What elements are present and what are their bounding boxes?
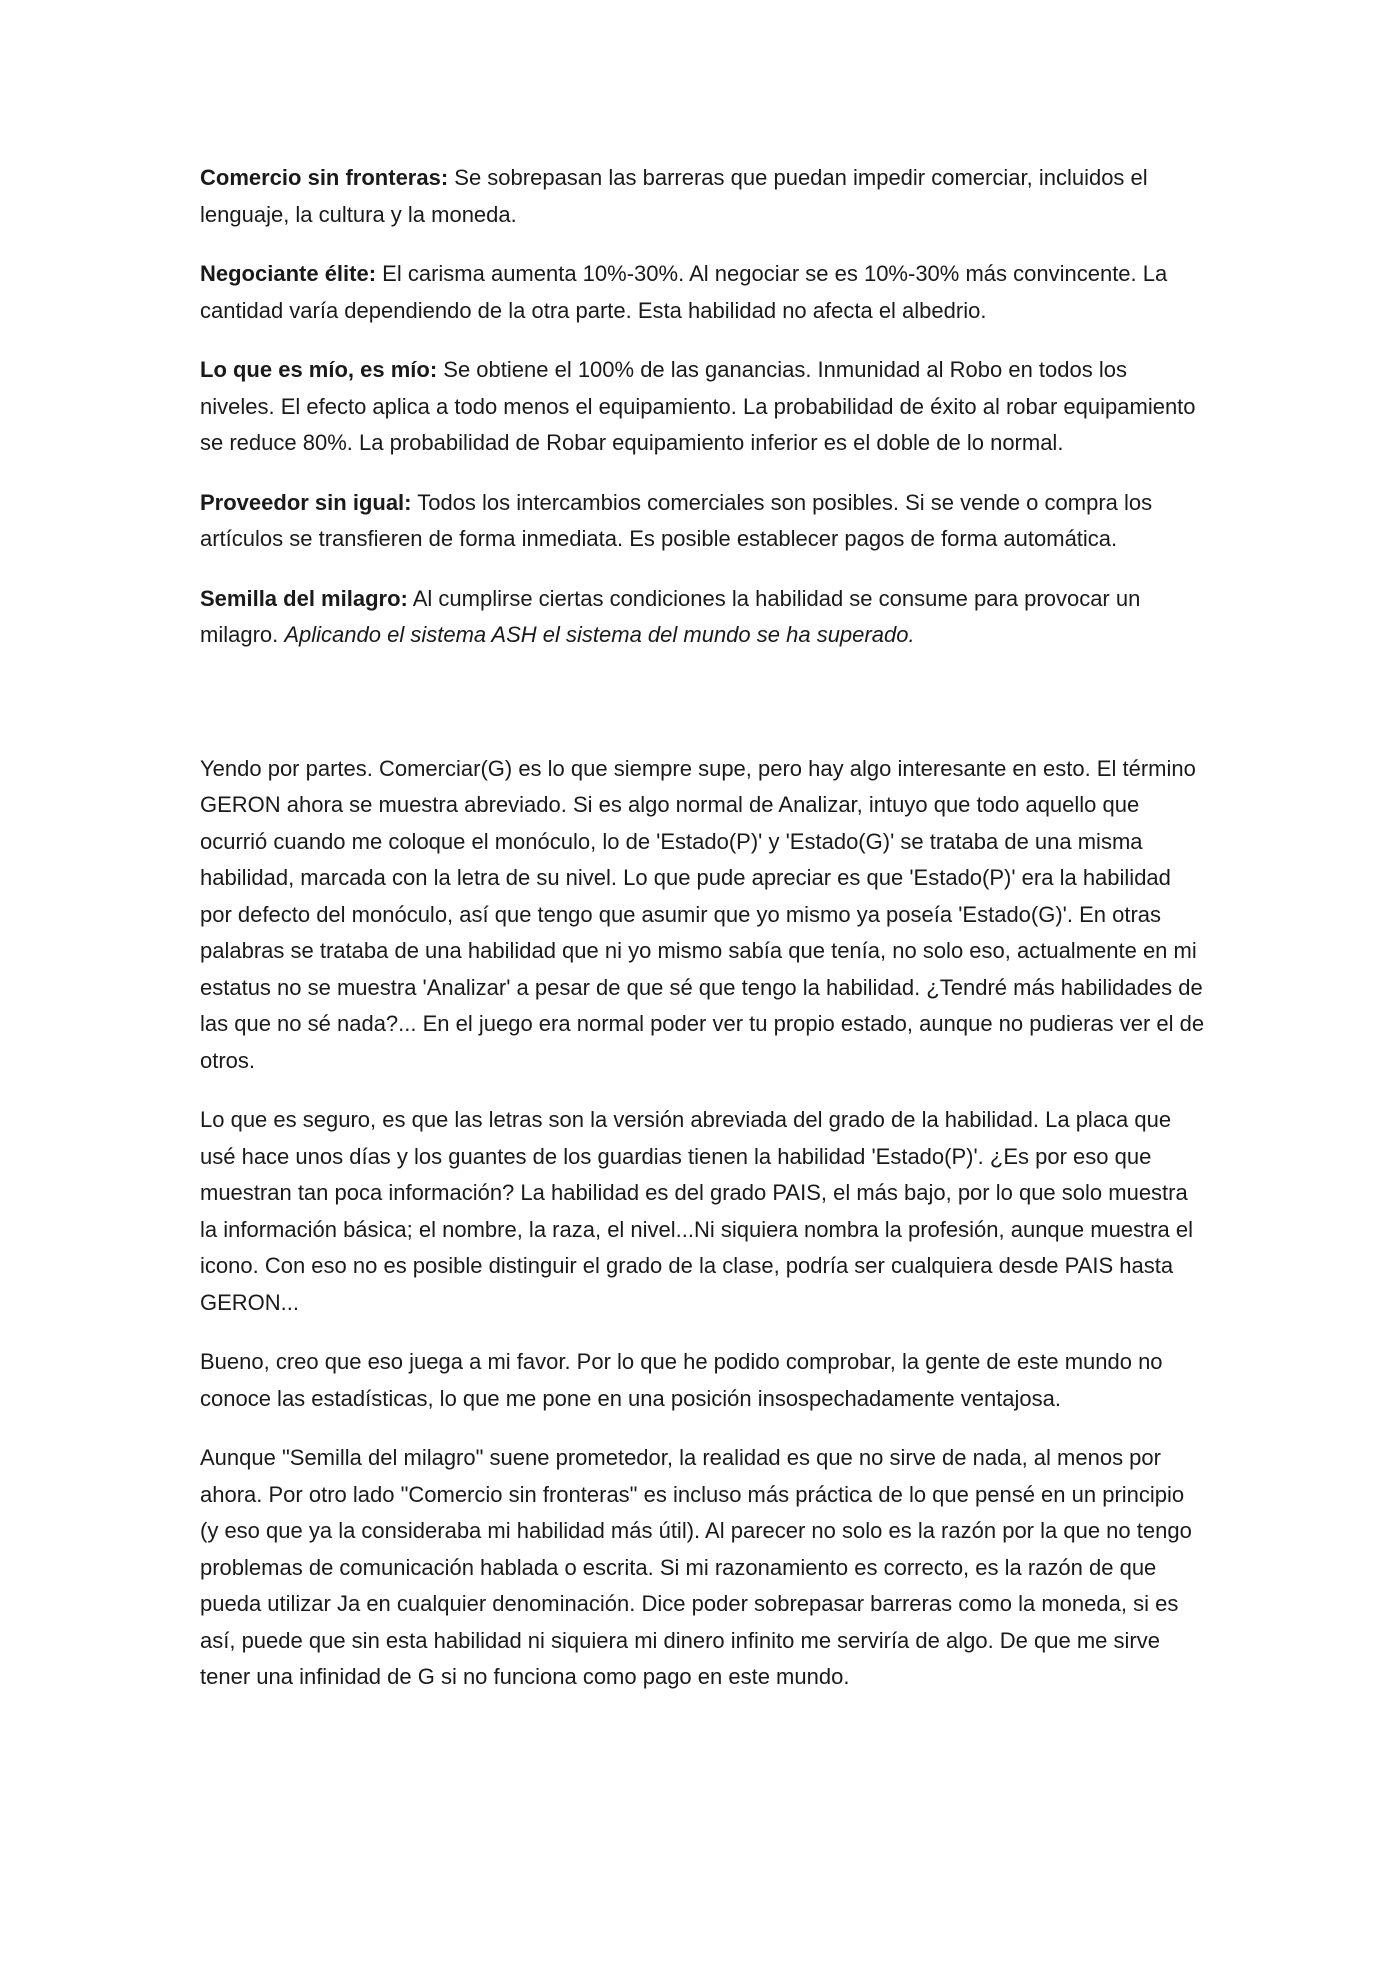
skill-description: Todos los intercambios comerciales son posibles. Si se vende o compra los artículos se transfieren de forma inmediata. Es posible establecer pagos de forma automática. (200, 489, 1153, 551)
document-page (200, 160, 1205, 1719)
skill-entry-semilla-del-milagro (200, 581, 1205, 654)
skill-entry-comercio-sin-fronteras (200, 160, 1205, 233)
skill-description: Se sobrepasan las barreras que puedan impedir comerciar, incluidos el lenguaje, la cultura y la moneda. (200, 165, 1148, 227)
skill-description: Al cumplirse ciertas condiciones la habilidad se consume para provocar un milagro. (200, 585, 1141, 647)
skill-name: Comercio sin fronteras: (200, 165, 449, 190)
skill-name: Semilla del milagro: (200, 585, 408, 611)
skill-name: Lo que es mío, es mío: (200, 357, 438, 382)
skill-description: Se obtiene el 100% de las ganancias. Inmunidad al Robo en todos los niveles. El efecto aplica a todo menos el equipamiento. La probabilidad de éxito al robar equipamiento se reduce 80%. La probabilidad de Robar equipamiento inferior es el doble de lo normal. (200, 357, 1196, 455)
skill-name: Proveedor sin igual: (200, 489, 412, 515)
skill-entry-lo-que-es-mio (200, 352, 1205, 462)
body-paragraph: Aunque "Semilla del milagro" suene prometedor, la realidad es que no sirve de nada, al menos por ahora. Por otro lado "Comercio sin fronteras" es incluso más práctica de lo que pensé en un principio (y eso que ya la consideraba mi habilidad más útil). Al parecer no solo es la razón por la que no tengo problemas de comunicación hablada o escrita. Si mi razonamiento es correcto, es la razón de que pueda utilizar Ja en cualquier denominación. Dice poder sobrepasar barreras como la moneda, si es así, puede que sin esta habilidad ni siquiera mi dinero infinito me serviría de algo. De que me sirve tener una infinidad de G si no funciona como pago en este mundo. (200, 1445, 1192, 1689)
skill-description: El carisma aumenta 10%-30%. Al negociar se es 10%-30% más convincente. La cantidad varía dependiendo de la otra parte. Esta habilidad no afecta el albedrio. (200, 261, 1168, 323)
skill-entry-negociante-elite (200, 256, 1205, 329)
skill-name: Negociante élite: (200, 261, 377, 286)
body-paragraph: Lo que es seguro, es que las letras son la versión abreviada del grado de la habilidad. La placa que usé hace unos días y los guantes de los guardias tienen la habilidad 'Estado(P)'. ¿Es por eso que muestran tan poca información? La habilidad es del grado PAIS, el más bajo, por lo que solo muestra la información básica; el nombre, la raza, el nivel...Ni siquiera nombra la profesión, aunque muestra el icono. Con eso no es posible distinguir el grado de la clase, podría ser cualquiera desde PAIS hasta GERON... (200, 1107, 1193, 1315)
skill-note: Aplicando el sistema ASH el sistema del mundo se ha superado. (284, 622, 915, 647)
section-spacer (200, 677, 1205, 751)
body-paragraph: Yendo por partes. Comerciar(G) es lo que siempre supe, pero hay algo interesante en esto. El término GERON ahora se muestra abreviado. Si es algo normal de Analizar, intuyo que todo aquello que ocurrió cuando me coloque el monóculo, lo de 'Estado(P)' y 'Estado(G)' se trataba de una misma habilidad, marcada con la letra de su nivel. Lo que pude apreciar es que 'Estado(P)' era la habilidad por defecto del monóculo, así que tengo que asumir que yo mismo ya poseía 'Estado(G)'. En otras palabras se trataba de una habilidad que ni yo mismo sabía que tenía, no solo eso, actualmente en mi estatus no se muestra 'Analizar' a pesar de que sé que tengo la habilidad. ¿Tendré más habilidades de las que no sé nada?... En el juego era normal poder ver tu propio estado, aunque no pudieras ver el de otros. (200, 755, 1205, 1073)
body-paragraph: Bueno, creo que eso juega a mi favor. Por lo que he podido comprobar, la gente de este mundo no conoce las estadísticas, lo que me pone en una posición insospechadamente ventajosa. (200, 1349, 1163, 1411)
skill-entry-proveedor-sin-igual (200, 485, 1205, 558)
